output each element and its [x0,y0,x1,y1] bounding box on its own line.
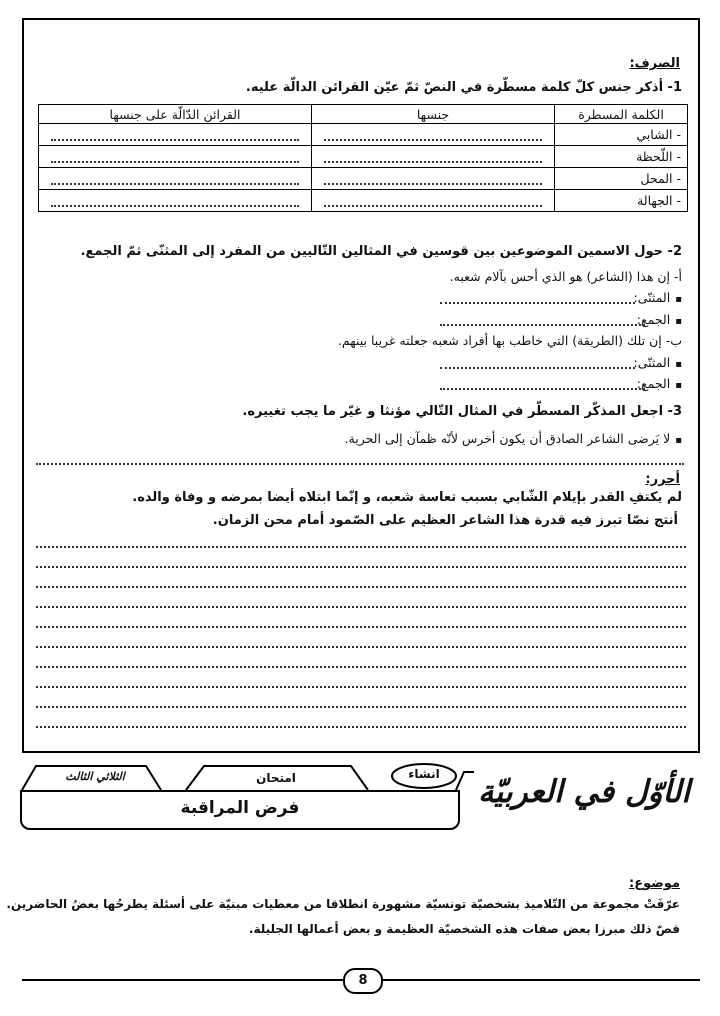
table-row [39,146,688,168]
answer-cell[interactable] [312,168,555,190]
writing-intro: لم يكتفِ القدر بإيلام الشّابي بسبب تعاسة شعبه، و إنّما ابتلاه أيضا بمرضه و وفاة والده. [132,490,682,505]
topic-line-1: عرّفَتْ مجموعة من التّلاميذ بشخصيّة تونسيّة مشهورة انطلاقا من معطيات مبنيّة على أسئلة يطرحُها بعضُ الحاضرين. [6,897,680,911]
answer-cell[interactable] [39,168,312,190]
q3-answer-line[interactable] [36,463,684,465]
table-row [39,124,688,146]
writing-line[interactable] [36,686,686,688]
answer-cell[interactable] [312,146,555,168]
topic-title: موضوع: [629,876,680,891]
writing-line[interactable] [36,546,686,548]
writing-line[interactable] [36,706,686,708]
writing-line[interactable] [36,566,686,568]
writing-line[interactable] [36,606,686,608]
col-header-word: الكلمة المسطرة [555,105,688,124]
q2b-dual-answer[interactable] [440,367,635,369]
writing-title: أحرر: [645,472,680,487]
topic-line-2: قصّ ذلك مبرزا بعض صفات هذه الشخصيّة العظيمة و بعض أعمالها الجليلة. [248,922,680,936]
q2a-dual-answer[interactable] [440,302,635,304]
writing-line[interactable] [36,586,686,588]
writing-line[interactable] [36,726,686,728]
writing-line[interactable] [36,626,686,628]
q1-prompt: 1- أذكر جنس كلّ كلمة مسطّرة في النصّ ثمّ عيّن القرائن الدالّة عليه. [245,80,682,95]
answer-cell[interactable] [39,190,312,212]
table-row [39,168,688,190]
page-number: 8 [343,968,383,994]
answer-cell[interactable] [39,146,312,168]
q2a-plural-label: ▪ الجمع: [637,312,682,327]
q2a-plural-answer[interactable] [440,324,645,326]
brand-logo: الأوّل في العربيّة [478,774,690,810]
exam-banner [16,760,706,856]
answer-cell[interactable] [312,190,555,212]
term-tab: الثلاثي الثالث [65,770,125,783]
q2b-plural-label: ▪ الجمع: [637,376,682,391]
col-header-gender: جنسها [312,105,555,124]
q2-example-a: أ- إن هذا (الشاعر) هو الذي أحس بآلام شعبه. [449,269,682,284]
main-title: فرض المراقبة [180,798,300,818]
q2b-dual-label: ▪ المثنّى: [634,355,682,370]
q2-prompt: 2- حول الاسمين الموضوعين بين قوسين في المثالين التّاليين من المفرد إلى المثنّى ثمّ الجمع. [80,244,682,259]
writing-task: أنتج نصّا تبرز فيه قدرة هذا الشاعر العظيم على الصّمود أمام محن الزمان. [212,513,678,528]
table-row [39,190,688,212]
writing-line[interactable] [36,666,686,668]
q2-example-b: ب- إن تلك (الطريقة) التي خاطب بها أفراد شعبه جعلته غريبا بينهم. [337,333,682,348]
q3-sentence: ▪ لا يَرضى الشاعر الصادق أن يكون أخرس لأنّه ظمآن إلى الحرية. [345,431,682,446]
answer-cell[interactable] [312,124,555,146]
answer-cell[interactable] [39,124,312,146]
row-word: - الجهالة [555,190,688,212]
writing-line[interactable] [36,646,686,648]
row-word: - المحل [555,168,688,190]
essay-tab: انشاء [408,767,440,781]
section-title: الصرف: [629,56,680,71]
q2b-plural-answer[interactable] [440,388,645,390]
q2a-dual-label: ▪ المثنّى: [634,290,682,305]
q3-prompt: 3- اجعل المذكّر المسطّر في المثال التّالي مؤنثا و غيّر ما يجب تغييره. [242,404,682,419]
row-word: - الشابي [555,124,688,146]
q1-table [38,104,688,212]
col-header-clues: القرائن الدّالّة على جنسها [39,105,312,124]
exam-tab: امتحان [256,771,296,785]
row-word: - اللّحظة [555,146,688,168]
